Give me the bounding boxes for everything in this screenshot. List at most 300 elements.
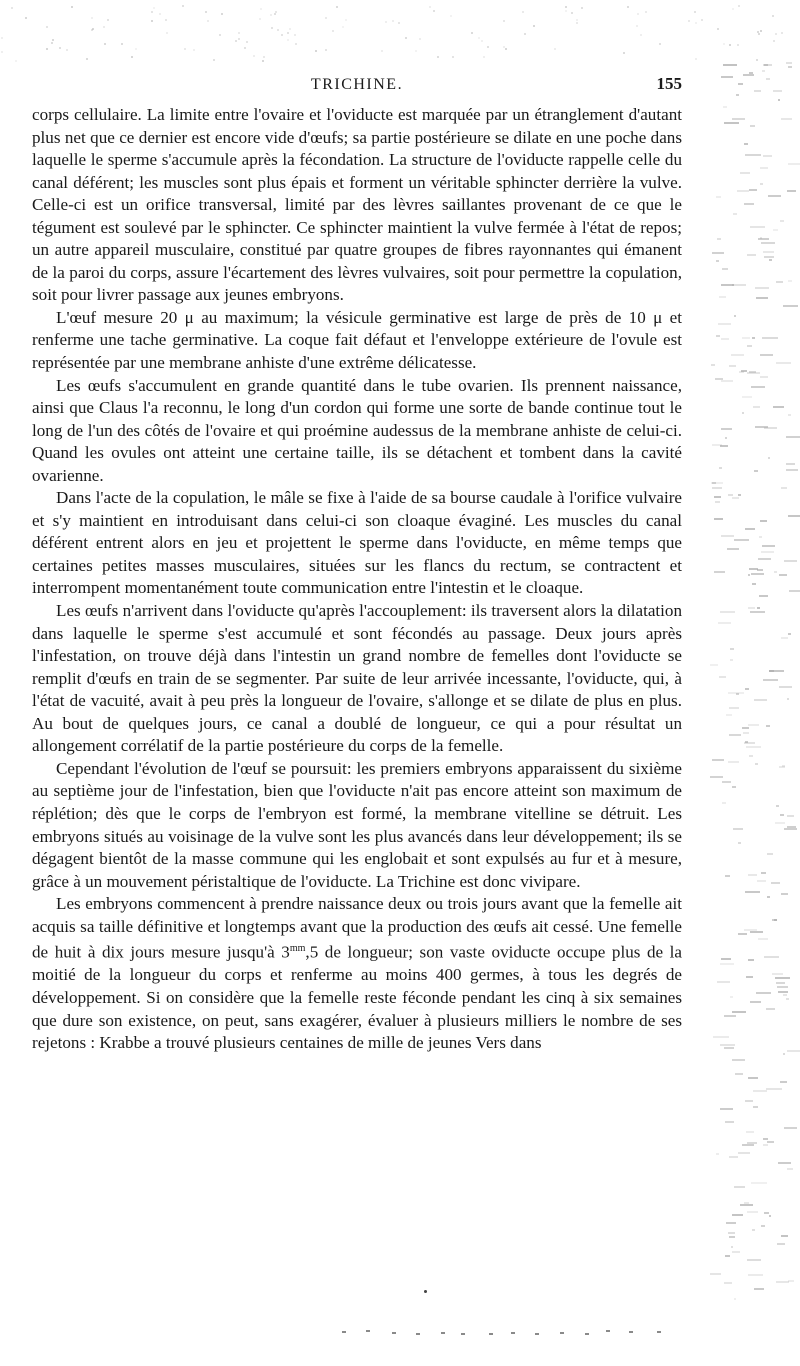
noise-mark (730, 996, 733, 998)
noise-speck (437, 56, 439, 58)
noise-speck (103, 26, 105, 28)
noise-mark (744, 929, 757, 931)
noise-mark (719, 296, 725, 298)
noise-mark (713, 1036, 729, 1038)
noise-mark (732, 1214, 743, 1216)
noise-speck (452, 56, 454, 58)
noise-mark (786, 998, 789, 1000)
noise-mark (730, 659, 733, 661)
noise-mark (722, 802, 725, 804)
unit-superscript: mm (289, 943, 306, 955)
noise-mark (748, 1077, 758, 1079)
noise-mark (720, 963, 734, 965)
noise-mark (742, 396, 752, 398)
paragraph-2: L'œuf mesure 20 μ au maximum; la vésicule germinative est large de près de 10 μ et renferme une tache germinative. La coque fait défaut et l'enveloppe extérieure de l'ovule est représentée par une membrane anhiste d'une extrême délicatesse. (32, 307, 682, 373)
noise-speck (478, 37, 480, 39)
noise-speck (262, 60, 264, 62)
noise-mark (761, 1225, 764, 1227)
noise-mark (773, 406, 784, 408)
noise-mark (732, 1251, 740, 1253)
noise-mark (760, 354, 773, 356)
body-text (32, 104, 682, 1055)
noise-speck (429, 6, 431, 8)
noise-speck (637, 13, 639, 15)
noise-dash (416, 1333, 420, 1335)
noise-mark (776, 982, 785, 984)
noise-mark (780, 1081, 787, 1083)
noise-mark (756, 992, 771, 994)
noise-speck (193, 49, 195, 51)
noise-speck (419, 38, 421, 40)
noise-mark (778, 1162, 791, 1164)
noise-speck (271, 27, 273, 29)
noise-mark (747, 372, 760, 374)
noise-mark (750, 226, 765, 228)
noise-mark (721, 284, 734, 286)
noise-mark (712, 487, 722, 489)
noise-mark (751, 1182, 767, 1184)
noise-speck (91, 29, 93, 31)
noise-dash (461, 1333, 465, 1335)
noise-dash (560, 1332, 564, 1334)
noise-mark (753, 406, 760, 408)
noise-mark (746, 976, 753, 978)
noise-mark (788, 66, 791, 68)
noise-mark (776, 281, 783, 283)
noise-mark (786, 469, 798, 471)
noise-mark (751, 573, 764, 575)
noise-speck (107, 19, 109, 21)
noise-speck (165, 19, 167, 21)
noise-mark (773, 90, 782, 92)
noise-mark (787, 698, 789, 700)
noise-mark (737, 190, 749, 192)
noise-mark (760, 520, 766, 522)
noise-speck (46, 48, 48, 50)
noise-speck (270, 14, 272, 16)
noise-speck (287, 39, 289, 41)
noise-mark (728, 692, 744, 694)
noise-mark (787, 1168, 792, 1170)
noise-mark (721, 76, 733, 78)
noise-speck (51, 42, 53, 44)
noise-mark (718, 622, 731, 624)
noise-mark (777, 986, 789, 988)
noise-mark (717, 238, 721, 240)
noise-mark (788, 633, 790, 635)
noise-speck (522, 11, 524, 13)
noise-mark (760, 183, 763, 185)
noise-mark (747, 1259, 761, 1261)
paragraph-5: Les œufs n'arrivent dans l'oviducte qu'après l'accouplement: ils traversent alors la dilatation dans laquelle le sperme s'est accumulé et sont fécondés au passage. Deux jours après l'infestation, on trouve déjà dans l'intestin un grand nombre de femelles dont l'oviducte se remplit d'œufs en train de se segmenter. Par suite de leur arrivée incessante, l'oviducte, qui, à l'état de vacuité, avait à peu près la longueur de l'ovaire, s'allonge et se dilate de plus en plus. Au bout de quelques jours, ce canal a doublé de longueur, ce qui a pour résultat un allongement corrélatif de la partie postérieure du corps de la femelle. (32, 601, 682, 756)
noise-mark (787, 190, 796, 192)
noise-mark (740, 172, 749, 174)
noise-mark (724, 122, 739, 124)
noise-mark (776, 362, 791, 364)
noise-mark (750, 125, 756, 127)
noise-mark (787, 1050, 800, 1052)
noise-mark (735, 1073, 743, 1075)
noise-mark (726, 1222, 736, 1224)
noise-mark (748, 724, 759, 726)
paragraph-4: Dans l'acte de la copulation, le mâle se fixe à l'aide de sa bourse caudale à l'orifice vulvaire et s'y maintient en introduisant dans celui-ci son cloaque évaginé. Les muscles du canal déférent entrent alors en jeu et projettent le sperme dans l'oviducte, en même temps que certaines petites masses musculaires, situées sur les flancs du rectum, se contractent et interrompent momentanément toute communication entre l'intestin et le cloaque. (32, 488, 682, 598)
noise-mark (775, 977, 790, 979)
noise-mark (778, 99, 780, 101)
noise-mark (745, 528, 755, 530)
noise-mark (776, 1281, 789, 1283)
noise-speck (385, 21, 387, 23)
stray-ink-dot (424, 1290, 427, 1293)
noise-speck (315, 50, 317, 52)
noise-mark (773, 229, 777, 231)
noise-mark (789, 590, 800, 592)
noise-mark (721, 535, 734, 537)
noise-speck (295, 43, 297, 45)
noise-mark (772, 973, 784, 975)
noise-mark (767, 896, 770, 898)
noise-speck (238, 32, 240, 34)
noise-speck (636, 25, 638, 27)
noise-dash (606, 1330, 610, 1332)
noise-mark (725, 437, 727, 439)
noise-mark (742, 1144, 754, 1146)
page-number: 155 (656, 74, 682, 93)
noise-speck (184, 48, 186, 50)
noise-mark (742, 412, 744, 414)
noise-mark (721, 380, 733, 382)
noise-mark (784, 828, 797, 830)
noise-speck (565, 6, 567, 8)
noise-mark (744, 203, 754, 205)
noise-mark (766, 1088, 782, 1090)
noise-speck (281, 34, 283, 36)
noise-mark (745, 1100, 753, 1102)
noise-mark (745, 741, 747, 743)
noise-mark (725, 1121, 734, 1123)
noise-mark (748, 607, 755, 609)
noise-mark (720, 1108, 733, 1110)
noise-mark (755, 763, 759, 765)
noise-mark (729, 707, 739, 709)
noise-mark (723, 64, 737, 66)
noise-mark (749, 755, 753, 757)
noise-speck (471, 32, 473, 34)
noise-mark (744, 1202, 748, 1204)
noise-mark (734, 539, 749, 541)
noise-mark (728, 494, 733, 496)
noise-speck (121, 43, 123, 45)
noise-dash (629, 1331, 633, 1333)
noise-mark (732, 284, 746, 286)
noise-mark (719, 467, 722, 469)
noise-speck (345, 19, 347, 21)
noise-speck (259, 18, 261, 20)
noise-mark (756, 297, 768, 299)
noise-mark (746, 1131, 754, 1133)
noise-speck (571, 12, 573, 14)
noise-speck (659, 43, 661, 45)
noise-mark (720, 445, 728, 447)
noise-speck (151, 11, 153, 13)
noise-mark (768, 195, 781, 197)
noise-mark (729, 734, 740, 736)
noise-mark (747, 345, 752, 347)
noise-mark (721, 958, 731, 960)
noise-mark (775, 822, 785, 824)
noise-speck (450, 15, 452, 17)
noise-mark (750, 931, 763, 933)
noise-mark (779, 574, 786, 576)
noise-mark (714, 518, 723, 520)
noise-mark (779, 686, 792, 688)
noise-dash (657, 1331, 661, 1333)
noise-mark (784, 1127, 796, 1129)
noise-mark (716, 260, 719, 262)
paragraph-6: Cependant l'évolution de l'œuf se poursuit: les premiers embryons apparaissent du sixième au septième jour de l'infestation, bien que l'oviducte n'ait pas encore atteint son maximum de réplétion; dès que le corps de l'embryon est formé, la membrane vitelline se détruit. Les embryons situés au voisinage de la vulve sont les plus avancés dans leur développement; ils se dégagent bientôt de la masse commune qui les englobait et sont expulsés au fur et à mesure, grâce à un mouvement péristaltique de l'oviducte. La Trichine est donc vivipare. (32, 758, 682, 891)
noise-speck (246, 41, 248, 43)
noise-dash (535, 1333, 539, 1335)
noise-mark (716, 196, 721, 198)
noise-speck (1, 51, 3, 53)
noise-speck (166, 32, 168, 34)
noise-mark (726, 714, 732, 716)
noise-speck (381, 50, 383, 52)
noise-mark (751, 386, 765, 388)
noise-speck (235, 40, 237, 42)
noise-mark (732, 497, 738, 499)
noise-mark (724, 1015, 737, 1017)
noise-mark (757, 880, 766, 882)
noise-speck (1, 37, 3, 39)
noise-speck (565, 10, 567, 12)
noise-mark (714, 571, 726, 573)
noise-mark (710, 664, 718, 666)
noise-speck (287, 32, 289, 34)
noise-speck (91, 17, 93, 19)
noise-dash (441, 1332, 445, 1334)
noise-speck (11, 7, 13, 9)
noise-mark (767, 853, 773, 855)
noise-mark (748, 959, 754, 961)
noise-speck (46, 26, 48, 28)
noise-mark (760, 237, 762, 239)
noise-mark (743, 74, 753, 76)
noise-mark (712, 759, 724, 761)
noise-mark (781, 118, 792, 120)
noise-mark (732, 1011, 746, 1013)
noise-mark (788, 1280, 794, 1282)
noise-speck (135, 48, 137, 50)
noise-mark (787, 826, 796, 828)
noise-mark (778, 991, 788, 993)
noise-dash (342, 1331, 346, 1333)
noise-mark (731, 1246, 733, 1248)
noise-mark (753, 1106, 759, 1108)
noise-mark (759, 595, 767, 597)
noise-speck (260, 8, 262, 10)
noise-mark (781, 487, 786, 489)
noise-speck (503, 20, 505, 22)
noise-speck (505, 48, 507, 50)
noise-mark (788, 414, 792, 416)
noise-mark (727, 548, 739, 550)
noise-mark (742, 337, 749, 339)
noise-mark (766, 1008, 775, 1010)
noise-speck (15, 60, 17, 62)
noise-mark (771, 882, 780, 884)
noise-mark (725, 1255, 730, 1257)
noise-mark (740, 1204, 753, 1206)
noise-speck (645, 11, 647, 13)
noise-mark (763, 64, 772, 66)
noise-mark (732, 786, 736, 788)
noise-speck (627, 6, 629, 8)
noise-mark (745, 891, 760, 893)
noise-speck (483, 56, 485, 58)
noise-mark (754, 699, 767, 701)
noise-mark (748, 1274, 763, 1276)
noise-mark (729, 1156, 738, 1158)
noise-mark (786, 436, 800, 438)
noise-mark (761, 242, 776, 244)
noise-mark (738, 494, 741, 496)
noise-mark (710, 776, 723, 778)
noise-speck (342, 26, 344, 28)
noise-mark (769, 670, 784, 672)
noise-mark (758, 558, 771, 560)
noise-mark (788, 163, 800, 165)
noise-mark (781, 1235, 788, 1237)
noise-mark (745, 154, 761, 156)
noise-mark (715, 501, 720, 503)
noise-speck (182, 5, 184, 7)
noise-mark (750, 611, 764, 613)
noise-speck (332, 30, 334, 32)
noise-mark (787, 815, 794, 817)
noise-mark (755, 426, 768, 428)
noise-mark (755, 287, 769, 289)
noise-mark (731, 354, 743, 356)
noise-dash (366, 1330, 370, 1332)
noise-speck (25, 17, 27, 19)
noise-mark (752, 337, 755, 339)
noise-speck (533, 25, 535, 27)
noise-mark (722, 268, 728, 270)
noise-mark (716, 335, 720, 337)
noise-speck (694, 11, 696, 13)
noise-mark (776, 805, 778, 807)
noise-mark (733, 213, 737, 215)
noise-speck (253, 55, 255, 57)
noise-speck (59, 47, 61, 49)
scan-noise-top (0, 0, 800, 70)
noise-mark (738, 83, 744, 85)
noise-mark (780, 220, 784, 222)
noise-speck (213, 59, 215, 61)
noise-mark (733, 828, 743, 830)
noise-mark (724, 1047, 734, 1049)
noise-speck (153, 7, 155, 9)
noise-speck (487, 46, 489, 48)
paragraph-7: Les embryons commencent à prendre naissance deux ou trois jours avant que la femelle ait acquis sa taille définitive et longtemps avant que la production des œufs ait cessé. Une femelle de huit à dix jours mesure jusqu'à $3^{mm},5$ de longueur; son vaste oviducte occupe plus de la moitié de la longueur du corps et renferme au moins 400 germes, à tous les degrés de développement. Si on considère que la femelle reste féconde pendant les cinq à six semaines que dure son existence, on peut, sans exagérer, évaluer à plusieurs milliers le nombre de ses rejetons : Krabbe a trouvé plusieurs centaines de mille de jeunes Vers dans (32, 894, 682, 1053)
noise-mark (747, 1211, 758, 1213)
noise-speck (159, 13, 161, 15)
noise-mark (786, 62, 792, 64)
noise-mark (739, 371, 744, 373)
noise-speck (274, 13, 276, 15)
noise-mark (783, 994, 787, 996)
scan-noise-bottom (340, 1330, 680, 1340)
noise-mark (728, 761, 739, 763)
noise-mark (761, 872, 766, 874)
noise-mark (710, 1273, 721, 1275)
noise-speck (576, 19, 578, 21)
noise-mark (759, 536, 762, 538)
noise-mark (769, 259, 773, 261)
scan-noise-right-margin (710, 0, 800, 1366)
noise-mark (764, 956, 779, 958)
noise-speck (433, 10, 435, 12)
noise-mark (762, 545, 775, 547)
paragraph-3: Les œufs s'accumulent en grande quantité dans le tube ovarien. Ils prennent naissance, ainsi que Claus l'a reconnu, le long d'un cordon qui forme une sorte de bande continue tout le long de l'un des côtés de l'ovaire et qui proémine audessus de la membrane anhiste de celui-ci. Quand les ovules ont atteint une certaine taille, ils se détachent et tombent dans la cavité ovarienne. (32, 375, 682, 485)
noise-mark (711, 364, 715, 366)
noise-mark (763, 155, 772, 157)
noise-mark (745, 688, 748, 690)
noise-mark (722, 781, 732, 783)
noise-mark (718, 323, 731, 325)
noise-mark (763, 1144, 768, 1146)
noise-mark (754, 470, 758, 472)
noise-speck (131, 56, 133, 58)
noise-mark (736, 94, 739, 96)
noise-speck (294, 34, 296, 36)
noise-speck (405, 37, 407, 39)
noise-speck (554, 48, 556, 50)
noise-speck (104, 43, 106, 45)
noise-speck (244, 47, 246, 49)
noise-mark (738, 933, 748, 935)
noise-dash (585, 1333, 589, 1335)
noise-mark (719, 676, 727, 678)
noise-mark (783, 305, 798, 307)
noise-mark (721, 338, 729, 340)
noise-mark (781, 893, 788, 895)
noise-mark (744, 143, 747, 145)
noise-speck (219, 34, 221, 36)
noise-mark (784, 560, 798, 562)
noise-mark (742, 727, 749, 729)
noise-mark (783, 1053, 786, 1055)
noise-mark (738, 1152, 750, 1154)
noise-mark (780, 814, 784, 816)
noise-mark (729, 365, 736, 367)
noise-mark (761, 551, 775, 553)
noise-mark (712, 482, 716, 484)
noise-mark (749, 189, 758, 191)
noise-speck (701, 19, 703, 21)
noise-mark (720, 611, 735, 613)
noise-mark (757, 569, 763, 571)
noise-speck (398, 22, 400, 24)
noise-mark (747, 254, 756, 256)
noise-speck (207, 20, 209, 22)
noise-mark (774, 919, 777, 921)
noise-mark (749, 72, 753, 74)
noise-mark (760, 167, 768, 169)
noise-mark (729, 1236, 734, 1238)
noise-speck (151, 20, 153, 22)
noise-mark (767, 1141, 774, 1143)
